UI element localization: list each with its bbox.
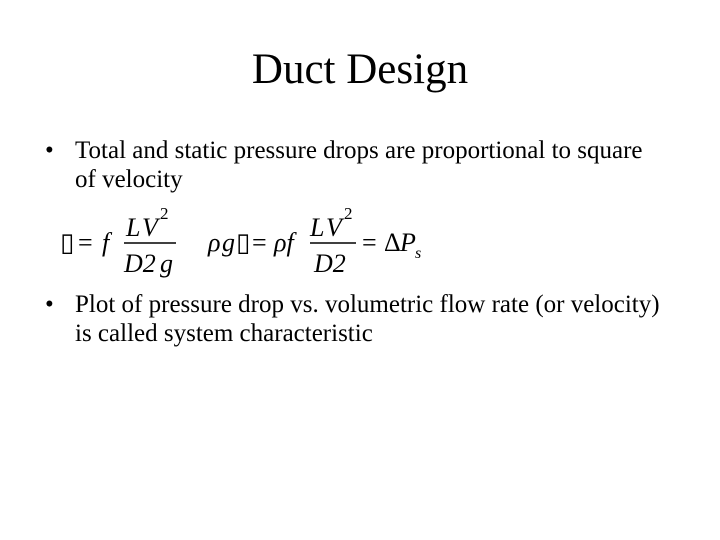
equation-velocity-2: V	[326, 213, 342, 242]
equation-exponent-1: 2	[160, 204, 169, 223]
equation-equals-1: =	[78, 228, 93, 257]
equation-delta: Δ	[384, 228, 401, 257]
equation-missing-glyph-2: ▯	[236, 228, 251, 257]
equation-missing-glyph-1: ▯	[60, 228, 75, 257]
equation-exponent-2: 2	[344, 204, 353, 223]
equation-velocity-1: V	[142, 213, 158, 242]
equation-equals-3: =	[362, 228, 377, 257]
equation-diameter-2: D2	[314, 249, 346, 278]
slide-title: Duct Design	[251, 46, 469, 93]
duct-pressure-equation	[58, 204, 438, 280]
bullet-marker: •	[45, 291, 54, 318]
equation-gravity: g	[160, 249, 173, 278]
equation-density-friction: ρf	[274, 228, 294, 257]
bullet-marker: •	[45, 137, 54, 164]
equation-pressure: P	[400, 228, 416, 257]
equation-diameter-1: D2	[124, 249, 156, 278]
bullet-system-characteristic	[45, 290, 665, 348]
equation-length-2: L	[310, 213, 325, 242]
bullet-text: Total and static pressure drops are proportional to square of velocity	[75, 137, 643, 193]
equation-friction-factor-1: f	[102, 228, 110, 257]
equation-equals-2: =	[252, 228, 267, 257]
equation-length-1: L	[126, 213, 141, 242]
equation-subscript-s: s	[415, 245, 422, 262]
bullet-text: Plot of pressure drop vs. volumetric flow rate (or velocity) is called system characteristic	[75, 291, 660, 347]
bullet-pressure-drops	[45, 136, 665, 194]
equation-density: ρ	[208, 228, 221, 257]
equation-gravity-2: g	[222, 228, 235, 257]
